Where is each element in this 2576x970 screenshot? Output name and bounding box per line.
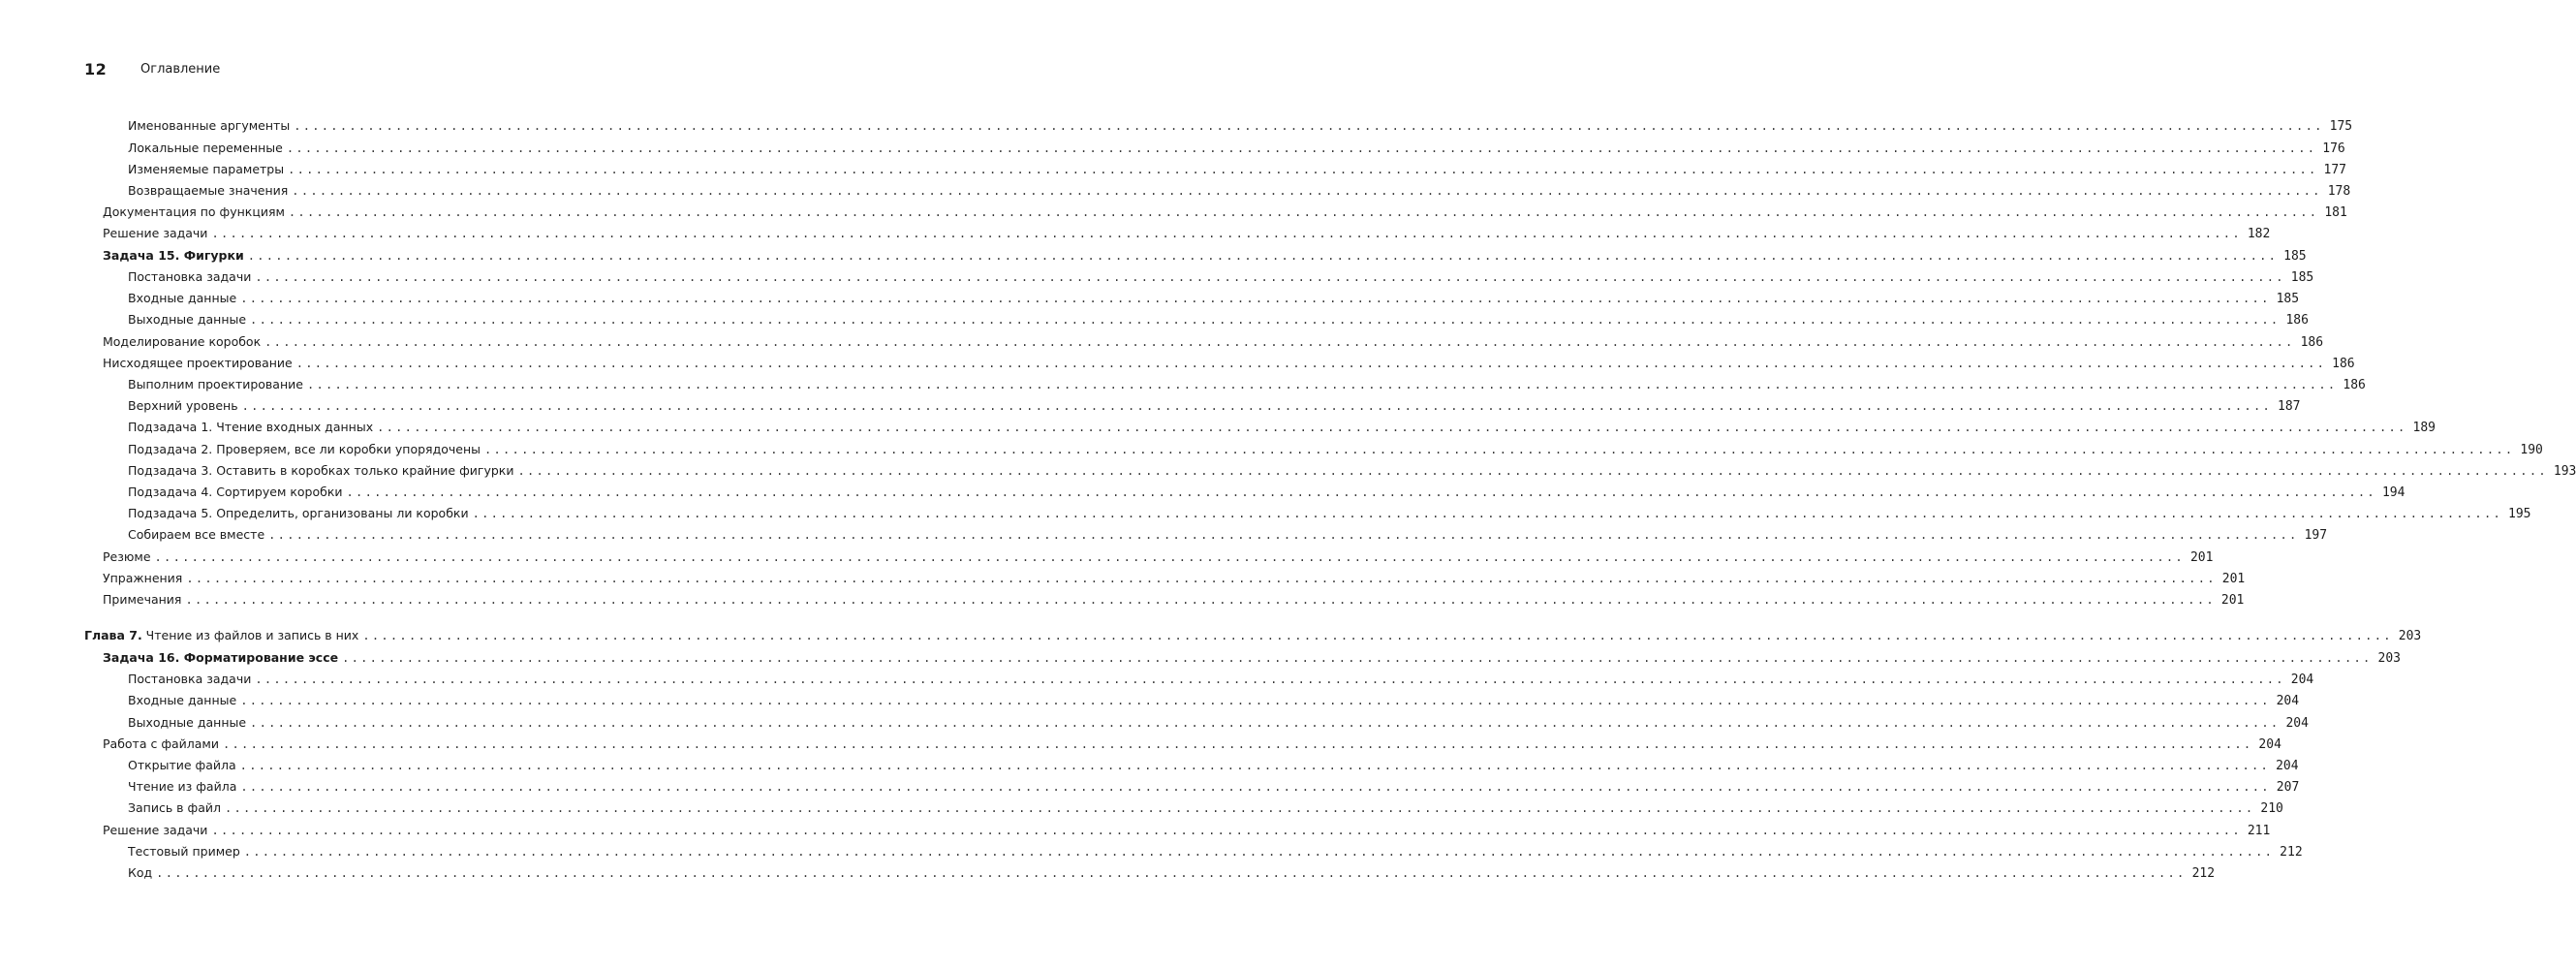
toc-entry-label: Верхний уровень — [128, 398, 238, 413]
toc-entry-page: 204 — [2258, 737, 2281, 752]
toc-entry[interactable] — [103, 736, 2281, 758]
toc-entry-page: 210 — [2260, 801, 2283, 816]
toc-entry-label: Постановка задачи — [128, 672, 252, 686]
toc-entry-page: 212 — [2191, 866, 2216, 881]
dot-leader: ............................................................................................................................................................................................................................ — [154, 550, 2185, 564]
toc-entry[interactable] — [128, 312, 2309, 333]
dot-leader: ............................................................................................................................................................................................................................ — [306, 378, 2338, 391]
toc-entry[interactable] — [103, 549, 2214, 571]
dot-leader: ............................................................................................................................................................................................................................ — [241, 399, 2272, 413]
toc-entry-label: Упражнения — [103, 571, 183, 585]
dot-leader: ............................................................................................................................................................................................................................ — [292, 184, 2322, 198]
toc-entry-title — [103, 736, 223, 751]
toc-entry-label: Решение задачи — [103, 823, 208, 837]
toc-entry-title — [128, 527, 268, 542]
toc-entry[interactable] — [103, 248, 2307, 269]
toc-entry-page: 194 — [2381, 485, 2405, 500]
toc-entry-page: 195 — [2508, 507, 2531, 521]
toc-entry-title — [103, 204, 289, 219]
page-header — [84, 60, 607, 79]
dot-leader: ............................................................................................................................................................................................................................ — [250, 313, 2281, 327]
toc-entry-label: Резюме — [103, 549, 151, 564]
dot-leader: ............................................................................................................................................................................................................................ — [185, 593, 2216, 607]
toc-entry-title — [128, 800, 225, 815]
toc-entry-title — [128, 844, 244, 859]
toc-entry-title — [103, 571, 186, 585]
toc-entry-title — [128, 269, 255, 284]
dot-leader: ............................................................................................................................................................................................................................ — [211, 227, 2242, 240]
dot-leader: ............................................................................................................................................................................................................................ — [186, 572, 2217, 585]
toc-entry-label: Выходные данные — [128, 715, 247, 730]
toc-entry-title — [84, 628, 362, 642]
toc-entry-page: 182 — [2247, 227, 2271, 241]
toc-entry-title — [128, 291, 240, 305]
toc-entry-title — [128, 162, 288, 176]
dot-leader: ............................................................................................................................................................................................................................ — [268, 528, 2299, 542]
dot-leader: ............................................................................................................................................................................................................................ — [239, 759, 2271, 772]
toc-entry-label: Примечания — [103, 592, 182, 607]
toc-entry-label: Собираем все вместе — [128, 527, 265, 542]
toc-entry-title — [128, 398, 242, 413]
dot-leader: ............................................................................................................................................................................................................................ — [483, 443, 2515, 456]
toc-entry-title — [103, 549, 155, 564]
toc-entry[interactable] — [84, 628, 2422, 649]
dot-leader: ............................................................................................................................................................................................................................ — [240, 694, 2271, 707]
toc-entry-page: 212 — [2280, 845, 2303, 860]
toc-entry-label: Постановка задачи — [128, 269, 252, 284]
toc-entry-label: Чтение из файла — [128, 779, 237, 794]
toc-entry-label: Подзадача 3. Оставить в коробках только крайние фигурки — [128, 463, 514, 478]
toc-entry-bold-prefix: Глава 7. — [84, 628, 142, 642]
toc-entry[interactable] — [103, 650, 2402, 672]
toc-entry-title — [128, 463, 517, 478]
toc-entry-title — [103, 248, 248, 263]
page-number: 12 — [84, 60, 108, 78]
toc-entry[interactable] — [128, 183, 2351, 204]
toc-entry[interactable] — [128, 377, 2366, 398]
toc-entry-label: Моделирование коробок — [103, 334, 262, 349]
toc-entry-label: Нисходящее проектирование — [103, 356, 293, 370]
toc-entry-label: Подзадача 5. Определить, организованы ли коробки — [128, 506, 469, 520]
toc-entry-title — [128, 141, 287, 155]
toc-entry-title — [103, 592, 185, 607]
toc-entry[interactable] — [128, 141, 2345, 162]
toc-entry-label: Код — [128, 865, 153, 880]
toc-entry-title — [103, 334, 264, 349]
toc-entry-title — [103, 823, 211, 837]
toc-entry-title — [128, 506, 473, 520]
toc-entry-title — [128, 865, 156, 880]
toc-entry-title — [128, 672, 255, 686]
toc-entry-page: 204 — [2285, 716, 2309, 731]
toc-entry[interactable] — [128, 800, 2283, 822]
dot-leader: ............................................................................................................................................................................................................................ — [255, 270, 2285, 284]
toc-entry[interactable] — [103, 356, 2355, 377]
toc-entry-label: Возвращаемые значения — [128, 183, 289, 198]
toc-entry-page: 197 — [2304, 528, 2328, 543]
toc-entry-title — [128, 183, 292, 198]
dot-leader: ............................................................................................................................................................................................................................ — [286, 141, 2317, 155]
toc-entry[interactable] — [128, 162, 2347, 183]
dot-leader: ............................................................................................................................................................................................................................ — [472, 507, 2503, 520]
toc-entry-page: 185 — [2290, 270, 2314, 285]
toc-entry[interactable] — [128, 398, 2301, 420]
toc-entry-label: Именованные аргументы — [128, 118, 291, 133]
toc-entry-page: 201 — [2221, 572, 2246, 586]
toc-entry-label: Изменяемые параметры — [128, 162, 285, 176]
toc-entry-title — [128, 693, 240, 707]
toc-entry[interactable] — [128, 715, 2309, 736]
toc-entry[interactable] — [103, 823, 2271, 844]
toc-entry-label: Тестовый пример — [128, 844, 240, 859]
toc-entry-page: 193 — [2553, 464, 2576, 479]
toc-entry-label: Локальные переменные — [128, 141, 283, 155]
dot-leader: ............................................................................................................................................................................................................................ — [240, 780, 2271, 794]
toc-entry-label: Документация по функциям — [103, 204, 285, 219]
toc-entry-page: 201 — [2220, 593, 2245, 608]
toc-entry-page: 186 — [2300, 335, 2324, 350]
toc-entry-label: Подзадача 2. Проверяем, все ли коробки упорядочены — [128, 442, 481, 456]
toc-entry-label: Входные данные — [128, 693, 237, 707]
toc-entry-page: 186 — [2332, 357, 2355, 371]
toc-entry-title — [128, 118, 294, 133]
toc-entry-title — [128, 312, 250, 327]
toc-entry-page: 201 — [2189, 550, 2214, 565]
dot-leader: ............................................................................................................................................................................................................................ — [295, 357, 2327, 370]
toc-entry[interactable] — [128, 118, 2353, 140]
toc-entry[interactable] — [103, 592, 2245, 613]
toc-entry-page: 181 — [2324, 205, 2347, 220]
toc-entry-bold-prefix: Задача 15. Фигурки — [103, 248, 244, 263]
toc-entry-page: 176 — [2322, 141, 2345, 156]
section-title: Оглавление — [140, 62, 221, 77]
toc-entry-title — [103, 650, 342, 665]
toc-entry-label: Работа с файлами — [103, 736, 219, 751]
dot-leader: ............................................................................................................................................................................................................................ — [223, 737, 2253, 751]
dot-leader: ............................................................................................................................................................................................................................ — [342, 651, 2373, 665]
toc-entry-label: Выполним проектирование — [128, 377, 303, 391]
toc-entry[interactable] — [128, 844, 2303, 865]
toc-entry[interactable] — [103, 204, 2347, 226]
toc-entry-title — [103, 226, 211, 240]
toc-entry-title — [128, 779, 240, 794]
dot-leader: ............................................................................................................................................................................................................................ — [247, 249, 2279, 263]
dot-leader: ............................................................................................................................................................................................................................ — [346, 485, 2376, 499]
dot-leader: ............................................................................................................................................................................................................................ — [255, 673, 2285, 686]
toc-entry-label: Входные данные — [128, 291, 237, 305]
toc-entry-label: Подзадача 1. Чтение входных данных — [128, 420, 374, 434]
toc-entry-page: 185 — [2276, 292, 2300, 306]
toc-entry-page: 178 — [2327, 184, 2351, 199]
toc-entry-page: 190 — [2520, 443, 2543, 457]
toc-entry-page: 203 — [2398, 629, 2422, 643]
toc-entry-label: Запись в файл — [128, 800, 221, 815]
dot-leader: ............................................................................................................................................................................................................................ — [156, 866, 2187, 880]
dot-leader: ............................................................................................................................................................................................................................ — [264, 335, 2295, 349]
toc-entry[interactable] — [128, 506, 2531, 527]
dot-leader: ............................................................................................................................................................................................................................ — [362, 629, 2393, 642]
toc-entry-page: 203 — [2377, 651, 2402, 666]
toc-entry-label: Подзадача 4. Сортируем коробки — [128, 485, 343, 499]
toc-entry[interactable] — [103, 571, 2246, 592]
toc-entry[interactable] — [128, 779, 2300, 800]
toc-entry-page: 185 — [2283, 249, 2307, 264]
toc-entry-label: Открытие файла — [128, 758, 236, 772]
toc-entry-title — [128, 420, 377, 434]
toc-entry-page: 175 — [2329, 119, 2353, 134]
toc-entry-page: 187 — [2278, 399, 2301, 414]
toc-entry-title — [128, 715, 250, 730]
toc-entry-label: Решение задачи — [103, 226, 208, 240]
toc-entry-page: 189 — [2412, 421, 2436, 435]
dot-leader: ............................................................................................................................................................................................................................ — [517, 464, 2548, 478]
toc-entry-title — [103, 356, 296, 370]
toc-entry-page: 186 — [2285, 313, 2309, 328]
toc-entry-title — [128, 758, 240, 772]
toc-entry-page: 207 — [2276, 780, 2300, 795]
toc-entry[interactable] — [103, 334, 2324, 356]
toc-entry-page: 204 — [2276, 759, 2299, 773]
toc-entry[interactable] — [128, 672, 2314, 693]
toc-entry[interactable] — [128, 693, 2300, 714]
dot-leader: ............................................................................................................................................................................................................................ — [211, 824, 2242, 837]
toc-entry-title — [128, 485, 347, 499]
toc-entry[interactable] — [128, 527, 2328, 548]
dot-leader: ............................................................................................................................................................................................................................ — [288, 163, 2318, 176]
toc-entry-page: 177 — [2323, 163, 2347, 177]
dot-leader: ............................................................................................................................................................................................................................ — [294, 119, 2324, 133]
toc-entry-page: 204 — [2276, 694, 2300, 708]
toc-entry-page: 204 — [2290, 673, 2314, 687]
toc-entry[interactable] — [128, 420, 2436, 441]
dot-leader: ............................................................................................................................................................................................................................ — [240, 292, 2271, 305]
toc-entry[interactable] — [103, 226, 2271, 247]
toc-entry[interactable] — [128, 485, 2405, 506]
dot-leader: ............................................................................................................................................................................................................................ — [243, 845, 2275, 859]
toc-entry[interactable] — [128, 463, 2576, 485]
toc-entry[interactable] — [128, 442, 2543, 463]
toc-entry[interactable] — [128, 865, 2216, 887]
dot-leader: ............................................................................................................................................................................................................................ — [377, 421, 2407, 434]
toc-entry-bold-prefix: Задача 16. Форматирование эссе — [103, 650, 339, 665]
toc-entry[interactable] — [128, 269, 2314, 291]
toc-entry-title — [128, 442, 484, 456]
toc-entry-label: Выходные данные — [128, 312, 247, 327]
dot-leader: ............................................................................................................................................................................................................................ — [288, 205, 2319, 219]
dot-leader: ............................................................................................................................................................................................................................ — [250, 716, 2281, 730]
toc-entry[interactable] — [128, 291, 2300, 312]
toc-entry-page: 211 — [2247, 824, 2271, 838]
toc-entry[interactable] — [128, 758, 2299, 779]
toc-entry-page: 186 — [2343, 378, 2366, 392]
dot-leader: ............................................................................................................................................................................................................................ — [224, 801, 2255, 815]
toc-entry-title — [128, 377, 307, 391]
toc-entry-label: Чтение из файлов и запись в них — [141, 628, 359, 642]
